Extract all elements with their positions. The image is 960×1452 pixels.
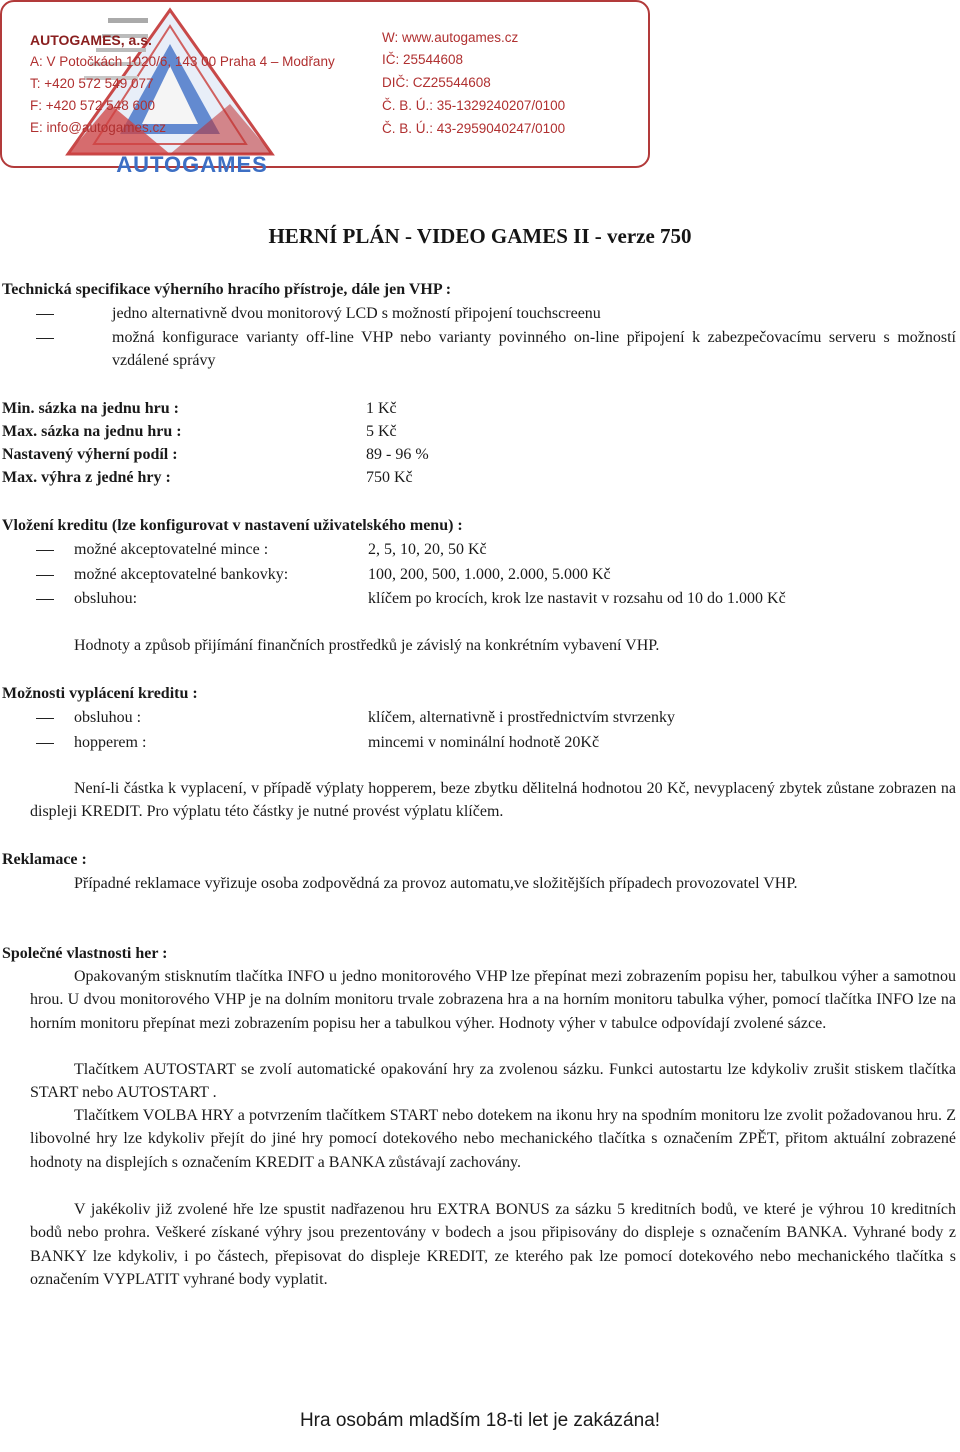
param-value-max-bet: 5 Kč <box>366 423 397 440</box>
param-label-min-bet: Min. sázka na jednu hru : <box>2 400 179 417</box>
common-paragraph-1: Opakovaným stisknutím tlačítka INFO u jedno monitorového VHP lze přepínat mezi zobrazením popisu her, tabulkou výher a samotnou hrou. U dvou monitorového VHP je na dolním monitoru trvale zobrazena hra a na horním monitoru tabulka výher, pomocí tlačítka INFO lze na horním monitoru přepínat mezi zobrazením popisu her a tabulkou výher. Hodnoty výher v tabulce odpovídají zvolené sázce. <box>30 968 956 1032</box>
common-heading: Společné vlastnosti her : <box>2 945 168 962</box>
param-label-max-bet: Max. sázka na jednu hru : <box>2 423 182 440</box>
company-dic: DIČ: CZ25544608 <box>382 75 491 90</box>
bullet-dash <box>36 743 54 744</box>
bullet-dash <box>36 314 54 315</box>
company-logo <box>50 4 290 184</box>
credit-in-coins-label: možné akceptovatelné mince : <box>74 541 269 558</box>
bullet-dash <box>36 575 54 576</box>
company-email: E: info@autogames.cz <box>30 120 167 135</box>
credit-out-note: Není-li částka k vyplacení, v případě výplaty hopperem, beze zbytku dělitelná hodnotou 20 Kč, nevyplacený zbytek zůstane zobrazen na displeji KREDIT. Pro výplatu této částky je nutné provést výplatu klíčem. <box>30 780 956 821</box>
spec-heading: Technická specifikace výherního hracího přístroje, dále jen VHP : <box>2 281 452 298</box>
bullet-dash <box>36 338 54 339</box>
bullet-dash <box>36 599 54 600</box>
credit-in-coins-value: 2, 5, 10, 20, 50 Kč <box>368 541 487 558</box>
logo-wordmark: AUTOGAMES <box>116 152 268 177</box>
company-phone: T: +420 572 549 077 <box>30 76 154 91</box>
company-address: A: V Potočkách 1020/6, 143 00 Praha 4 – Modřany <box>30 54 335 69</box>
complaints-text: Případné reklamace vyřizuje osoba zodpovědná za provoz automatu,ve složitějších případech provozovatel VHP. <box>74 875 798 892</box>
param-value-min-bet: 1 Kč <box>366 400 397 417</box>
bullet-dash <box>36 718 54 719</box>
param-value-payout: 89 - 96 % <box>366 446 429 463</box>
company-ic: IČ: 25544608 <box>382 52 464 67</box>
credit-out-heading: Možnosti vyplácení kreditu : <box>2 685 198 702</box>
common-paragraph-2: Tlačítkem AUTOSTART se zvolí automatické opakování hry za zvolenou sázku. Funkci autostartu lze kdykoliv zrušit stiskem tlačítka START nebo AUTOSTART . <box>30 1061 956 1102</box>
credit-in-heading: Vložení kreditu (lze konfigurovat v nastavení uživatelského menu) : <box>2 517 463 534</box>
document-title: HERNÍ PLÁN - VIDEO GAMES II - verze 750 <box>268 224 692 248</box>
complaints-heading: Reklamace : <box>2 851 87 868</box>
company-web: W: www.autogames.cz <box>382 30 519 45</box>
bullet-dash <box>36 550 54 551</box>
credit-out-operator-value: klíčem, alternativně i prostřednictvím stvrzenky <box>368 709 676 726</box>
credit-out-hopper-label: hopperem : <box>74 734 147 751</box>
credit-in-notes-value: 100, 200, 500, 1.000, 2.000, 5.000 Kč <box>368 566 611 583</box>
spec-item-1: jedno alternativně dvou monitorový LCD s možností připojení touchscreenu <box>112 305 601 322</box>
credit-in-note: Hodnoty a způsob přijímání finančních prostředků je závislý na konkrétním vybavení VHP. <box>74 637 660 654</box>
company-name: AUTOGAMES, a.s. <box>30 32 152 48</box>
credit-in-operator-label: obsluhou: <box>74 590 138 607</box>
company-account-1: Č. B. Ú.: 35-1329240207/0100 <box>382 98 566 113</box>
company-fax: F: +420 572 548 600 <box>30 98 155 113</box>
param-label-payout: Nastavený výherní podíl : <box>2 446 178 463</box>
param-label-max-win: Max. výhra z jedné hry : <box>2 469 171 486</box>
credit-out-hopper-value: mincemi v nominální hodnotě 20Kč <box>368 734 600 751</box>
common-paragraph-3: Tlačítkem VOLBA HRY a potvrzením tlačítkem START nebo dotekem na ikonu hry na spodním monitoru lze zvolit požadovanou hru. Z libovolné hry lze kdykoliv přejít do jiné hry pomocí dotekového nebo mechanického tlačítka s označením ZPĚT, přitom aktuální zobrazené hodnoty na displejích s označením KREDIT a BANKA zůstávají zachovány. <box>30 1107 956 1171</box>
footer-age-warning: Hra osobám mladším 18-ti let je zakázána! <box>299 1410 661 1431</box>
credit-out-operator-label: obsluhou : <box>74 709 142 726</box>
spec-item-2: možná konfigurace varianty off-line VHP nebo varianty povinného on-line připojení k zabezpečovacímu serveru s možností vzdálené správy <box>112 329 956 370</box>
common-paragraph-4: V jakékoliv již zvolené hře lze spustit nadřazenou hru EXTRA BONUS za sázku 5 kreditních bodů, ve které je výhrou 10 kreditních bodů nebo prohra. Veškeré získané výhry jsou prezentovány v bodech a jsou připisovány do displeje s označením BANKA. Vyhrané body z BANKY lze kdykoliv, i po částech, přepisovat do displeje KREDIT, ze kterého pak lze pomocí dotekového nebo mechanického tlačítka s označením VYPLATIT vyhrané body vyplatit. <box>30 1201 956 1289</box>
credit-in-notes-label: možné akceptovatelné bankovky: <box>74 566 289 583</box>
credit-in-operator-value: klíčem po krocích, krok lze nastavit v rozsahu od 10 do 1.000 Kč <box>368 590 786 607</box>
company-account-2: Č. B. Ú.: 43-2959040247/0100 <box>382 121 566 136</box>
param-value-max-win: 750 Kč <box>366 469 413 486</box>
